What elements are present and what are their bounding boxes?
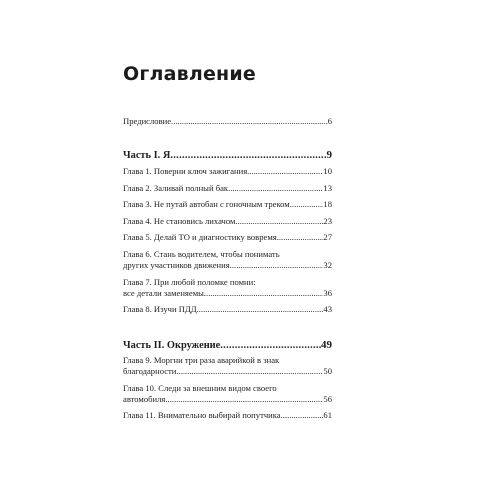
dot-leader xyxy=(281,410,324,421)
dot-leader xyxy=(220,339,321,352)
toc-entry-label-line-2: все детали заменяемы xyxy=(123,287,204,298)
toc-page-number: 27 xyxy=(323,232,332,243)
table-of-contents xyxy=(123,116,332,421)
toc-entry-label-line-1: Глава 10. Следи за внешним видом своего xyxy=(123,382,277,393)
dot-leader xyxy=(247,166,323,177)
toc-entry-chapter-5[interactable] xyxy=(123,232,332,243)
toc-page-number: 61 xyxy=(323,410,332,421)
dot-leader xyxy=(171,116,328,127)
dot-leader xyxy=(230,260,324,271)
toc-entry-label-line-1: Глава 6. Стань водителем, чтобы понимать xyxy=(123,248,280,259)
toc-page-number: 32 xyxy=(323,259,332,270)
dot-leader xyxy=(277,232,324,243)
dot-leader xyxy=(170,149,326,162)
toc-part-2[interactable] xyxy=(123,339,332,352)
dot-leader xyxy=(176,366,323,377)
toc-entry-preface[interactable] xyxy=(123,116,332,127)
toc-entry-chapter-3[interactable] xyxy=(123,199,332,210)
toc-page-number: 23 xyxy=(323,215,332,226)
toc-entry-label-line-2: автомобиля xyxy=(123,393,166,404)
toc-page-number: 43 xyxy=(323,304,332,315)
toc-entry-chapter-4[interactable] xyxy=(123,216,332,227)
toc-entry-label: Глава 11. Внимательно выбирай попутчика xyxy=(123,410,281,421)
toc-entry-label: Глава 5. Делай ТО и диагностику вовремя xyxy=(123,232,277,243)
toc-part-label: Часть II. Окружение xyxy=(123,340,221,352)
toc-entry-chapter-7[interactable] xyxy=(123,277,332,299)
toc-entry-chapter-8[interactable] xyxy=(123,304,332,315)
toc-entry-label-line-2: благодарности xyxy=(123,366,177,377)
toc-entry-label-line-1: Глава 9. Моргни три раза аварийкой в знак xyxy=(123,355,280,366)
toc-page-number: 18 xyxy=(323,199,332,210)
toc-entry-chapter-6[interactable] xyxy=(123,249,332,271)
toc-entry-label: Предисловие xyxy=(123,116,172,126)
dot-leader xyxy=(290,199,324,210)
toc-part-label: Часть I. Я xyxy=(123,150,171,161)
toc-entry-label: Глава 2. Заливай полный бак xyxy=(123,182,229,193)
toc-entry-label: Глава 1. Поверни ключ зажигания xyxy=(123,166,248,176)
toc-page-number: 13 xyxy=(323,182,332,193)
toc-entry-chapter-1[interactable] xyxy=(123,166,332,177)
toc-entry-label: Глава 8. Изучи ПДД xyxy=(123,304,197,315)
dot-leader xyxy=(235,216,323,227)
toc-page-number: 49 xyxy=(321,339,332,352)
dot-leader xyxy=(197,304,324,315)
dot-leader xyxy=(165,394,323,405)
toc-entry-label: Глава 4. Не становись лихачом xyxy=(123,215,236,226)
toc-page-number: 56 xyxy=(323,393,332,404)
toc-page-number: 6 xyxy=(327,116,332,126)
dot-leader xyxy=(228,183,323,194)
toc-entry-label: Глава 3. Не путай автобан с гоночным треком xyxy=(123,199,290,210)
toc-entry-chapter-9[interactable] xyxy=(123,355,332,377)
toc-entry-chapter-11[interactable] xyxy=(123,410,332,421)
toc-page-number: 36 xyxy=(323,287,332,298)
toc-page-number: 10 xyxy=(323,166,332,176)
page-title: Оглавление xyxy=(123,63,256,85)
toc-page-number: 9 xyxy=(326,149,332,161)
dot-leader xyxy=(204,288,324,299)
toc-page-number: 50 xyxy=(323,366,332,377)
toc-entry-chapter-2[interactable] xyxy=(123,183,332,194)
toc-part-1[interactable] xyxy=(123,149,332,162)
toc-entry-label-line-1: Глава 7. При любой поломке помни: xyxy=(123,276,256,287)
toc-entry-chapter-10[interactable] xyxy=(123,383,332,405)
toc-entry-label-line-2: других участников движения xyxy=(123,259,230,270)
